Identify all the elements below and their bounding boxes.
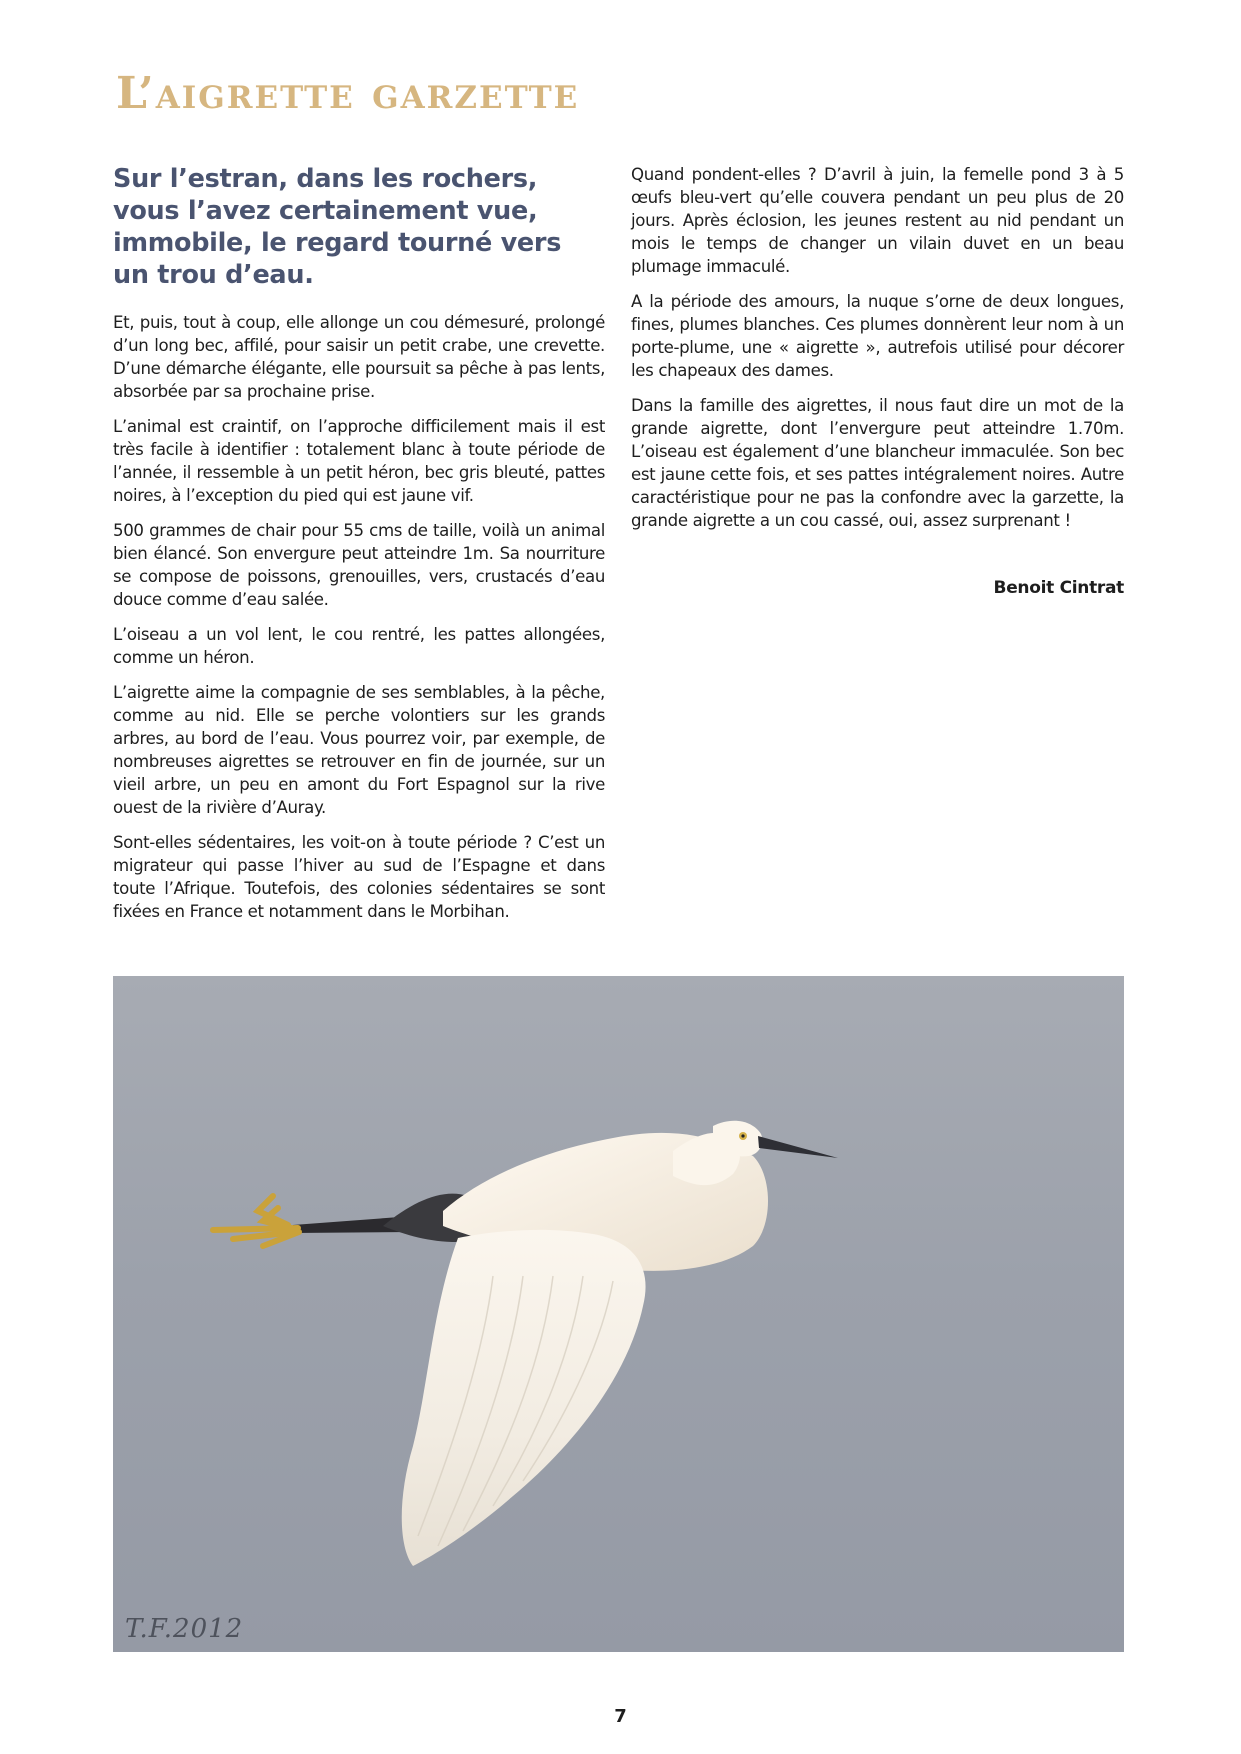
- paragraph: L’oiseau a un vol lent, le cou rentré, les pattes allongées, comme un héron.: [113, 625, 605, 667]
- paragraph: Et, puis, tout à coup, elle allonge un cou démesuré, prolongé d’un long bec, affilé, pour saisir un petit crabe, une crevette. D’une démarche élégante, elle poursuit sa pêche à pas lents, absorbée par sa prochaine prise.: [113, 313, 605, 401]
- paragraph: Quand pondent-elles ? D’avril à juin, la femelle pond 3 à 5 œufs bleu-vert qu’elle couvera pendant un peu plus de 20 jours. Après éclosion, les jeunes restent au nid pendant un mois le temps de changer un vilain duvet en un beau plumage immaculé.: [631, 165, 1124, 276]
- left-body: [113, 311, 605, 923]
- right-column: [631, 163, 1124, 598]
- egret-beak: [758, 1136, 838, 1158]
- author-signature: Benoit Cintrat: [993, 578, 1124, 598]
- egret-photo: [113, 976, 1124, 1652]
- paragraph: Sont-elles sédentaires, les voit-on à toute période ? C’est un migrateur qui passe l’hiver au sud de l’Espagne et dans toute l’Afrique. Toutefois, des colonies sédentaires se sont fixées en France et notamment dans le Morbihan.: [113, 833, 605, 921]
- egret-illustration: [113, 976, 1124, 1652]
- photo-credit: T.F.2012: [125, 1614, 244, 1644]
- article-lead: Sur l’estran, dans les rochers, vous l’avez certainement vue, immobile, le regard tourné vers un trou d’eau.: [113, 164, 562, 290]
- right-body: [631, 163, 1124, 532]
- paragraph: L’aigrette aime la compagnie de ses semblables, à la pêche, comme au nid. Elle se perche volontiers sur les grands arbres, au bord de l’eau. Vous pourrez voir, par exemple, de nombreuses aigrettes se retrouver en fin de journée, sur un vieil arbre, un peu en amont du Fort Espagnol sur la rive ouest de la rivière d’Auray.: [113, 683, 605, 817]
- paragraph: L’animal est craintif, on l’approche difficilement mais il est très facile à identifier : totalement blanc à toute période de l’année, il ressemble à un petit héron, bec gris bleuté, pattes noires, à l’exception du pied qui est jaune vif.: [113, 417, 605, 505]
- paragraph: Dans la famille des aigrettes, il nous faut dire un mot de la grande aigrette, dont l’envergure peut atteindre 1.70m. L’oiseau est également d’une blancheur immaculée. Son bec est jaune cette fois, et ses pattes intégralement noires. Autre caractéristique pour ne pas la confondre avec la garzette, la grande aigrette a un cou cassé, oui, assez surprenant !: [631, 396, 1124, 530]
- paragraph: A la période des amours, la nuque s’orne de deux longues, fines, plumes blanches. Ces plumes donnèrent leur nom à un porte-plume, une « aigrette », autrefois utilisé pour décorer les chapeaux des dames.: [631, 292, 1124, 380]
- article-title: L’aigrette garzette: [116, 68, 580, 119]
- left-column: [113, 163, 605, 935]
- page-number: 7: [614, 1706, 627, 1727]
- egret-feet: [213, 1196, 299, 1246]
- paragraph: 500 grammes de chair pour 55 cms de taille, voilà un animal bien élancé. Son envergure peut atteindre 1m. Sa nourriture se compose de poissons, grenouilles, vers, crustacés d’eau douce comme d’eau salée.: [113, 521, 605, 609]
